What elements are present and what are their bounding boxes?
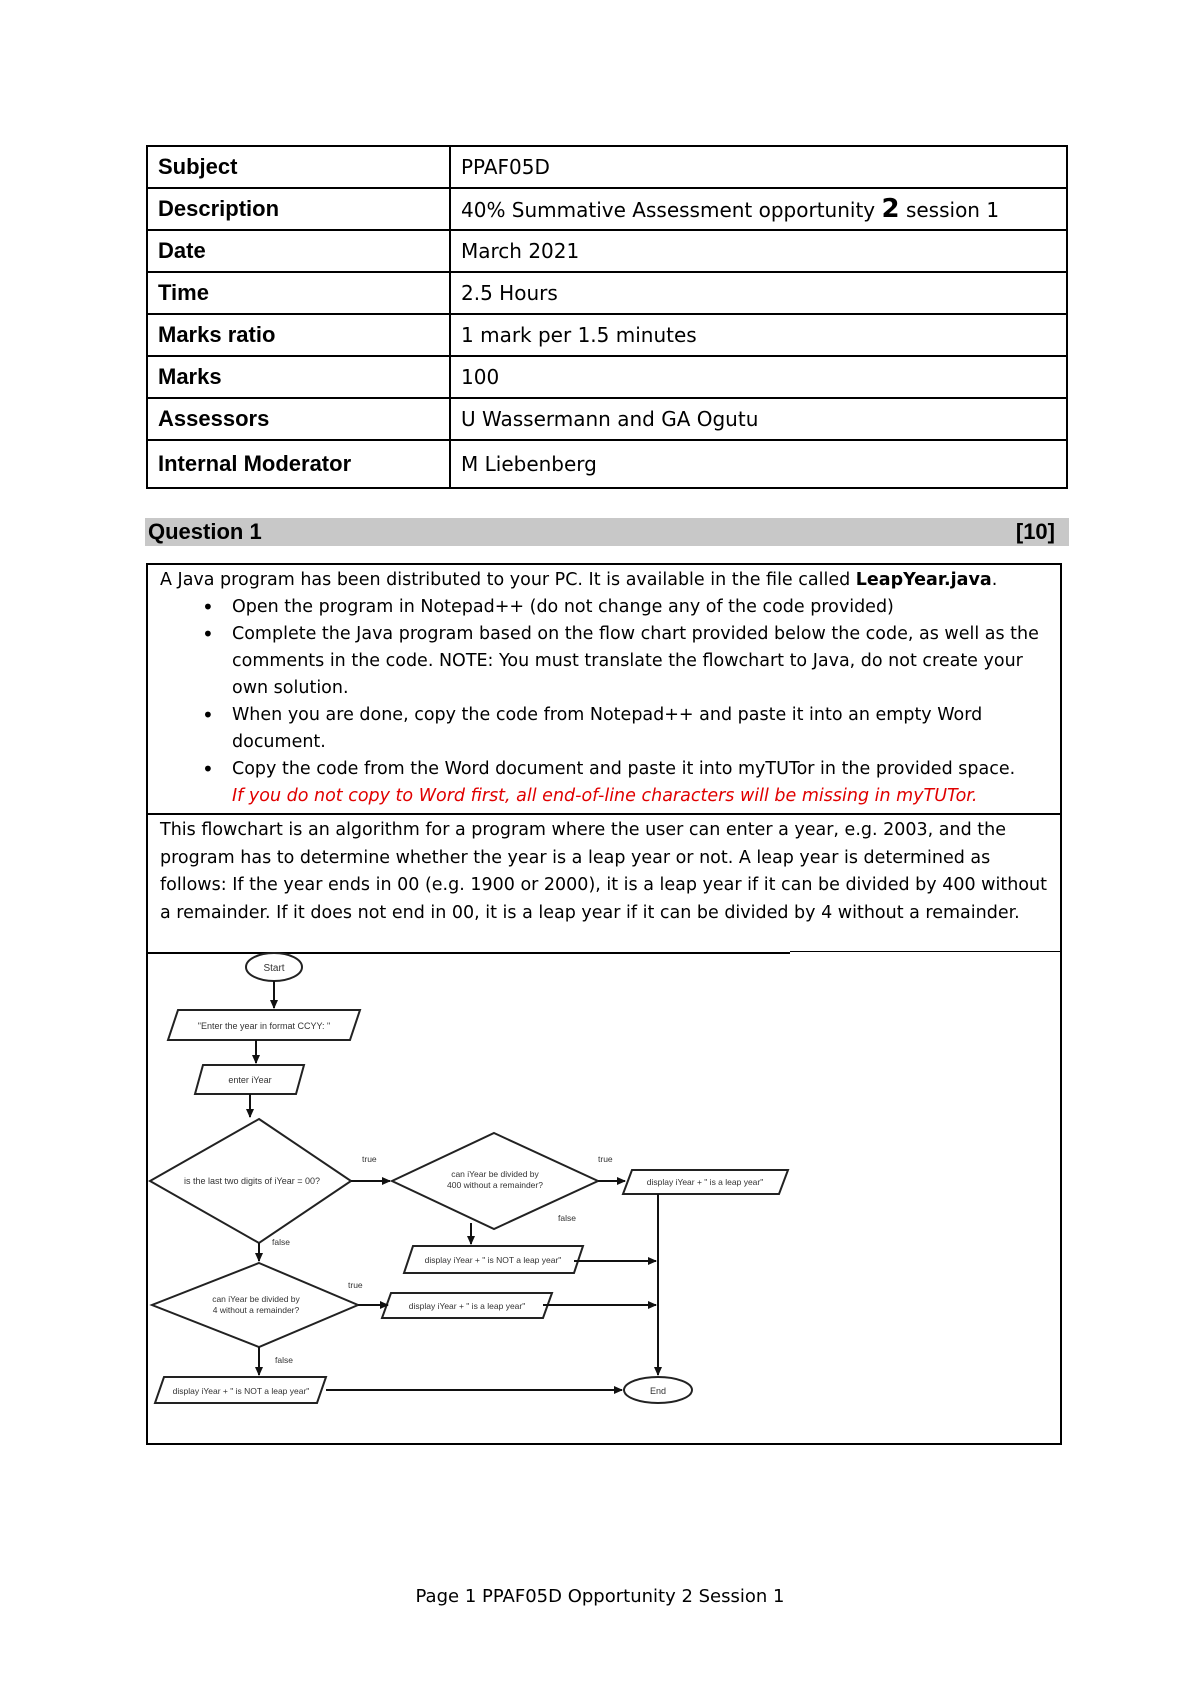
assessment-info-table <box>146 145 1068 489</box>
question-instructions <box>146 563 1062 815</box>
description-post: session 1 <box>899 198 1000 222</box>
info-label: Time <box>147 272 450 314</box>
warning-text: If you do not copy to Word first, all end-of-line characters will be missing in myTUTor. <box>232 786 978 806</box>
output-leap-b-label: display iYear + " is a leap year" <box>408 1301 526 1311</box>
prompt-label: "Enter the year in format CCYY: " <box>197 1021 331 1031</box>
info-value: March 2021 <box>450 230 1067 272</box>
instruction-list <box>160 594 1048 810</box>
true-label: true <box>598 1154 613 1164</box>
output-not-leap-a-label: display iYear + " is NOT a leap year" <box>424 1255 562 1265</box>
input-label: enter iYear <box>228 1075 272 1085</box>
list-item: • Open the program in Notepad++ (do not change any of the code provided) <box>160 594 1048 621</box>
decision2-label-line2: 400 without a remainder? <box>447 1180 543 1190</box>
description-pre: 40% Summative Assessment opportunity <box>461 198 882 222</box>
info-label: Marks <box>147 356 450 398</box>
output-not-leap-b-label: display iYear + " is NOT a leap year" <box>172 1386 310 1396</box>
decision3-label-line1: can iYear be divided by <box>212 1294 300 1304</box>
leap-year-flowchart <box>148 815 1060 1443</box>
question-intro <box>160 567 1048 594</box>
info-row-assessors <box>147 398 1067 440</box>
info-label: Assessors <box>147 398 450 440</box>
true-label: true <box>348 1280 363 1290</box>
list-item: • When you are done, copy the code from Notepad++ and paste it into an empty Word document. <box>160 702 1048 756</box>
info-row-marks <box>147 356 1067 398</box>
output-leap-a-label: display iYear + " is a leap year" <box>646 1177 764 1187</box>
info-value: 1 mark per 1.5 minutes <box>450 314 1067 356</box>
info-label: Marks ratio <box>147 314 450 356</box>
flowchart-description: This flowchart is an algorithm for a program where the user can enter a year, e.g. 2003, and the program has to determine whether the year is a leap year or not. A leap year is determined as follows: If the year ends in 00 (e.g. 1900 or 2000), it is a leap year if it can be divided by 400 without a remainder. If it does not end in 00, it is a leap year if it can be divided by 4 without a remainder. <box>160 820 1047 923</box>
question-heading-bar <box>145 518 1069 546</box>
info-value: 2.5 Hours <box>450 272 1067 314</box>
decision1-label: is the last two digits of iYear = 00? <box>184 1176 320 1186</box>
file-name: LeapYear.java <box>855 570 992 590</box>
info-label: Date <box>147 230 450 272</box>
question-title: Question 1 <box>148 519 262 544</box>
info-label: Subject <box>147 146 450 188</box>
false-label: false <box>272 1237 290 1247</box>
info-row-subject <box>147 146 1067 188</box>
decision2-label-line1: can iYear be divided by <box>451 1169 539 1179</box>
list-item <box>160 756 1048 810</box>
decision3-label-line2: 4 without a remainder? <box>212 1305 300 1315</box>
start-label: Start <box>263 963 285 974</box>
info-value: PPAF05D <box>450 146 1067 188</box>
page-footer: Page 1 PPAF05D Opportunity 2 Session 1 <box>415 1586 785 1607</box>
list-item-text: Copy the code from the Word document and paste it into myTUTor in the provided space. <box>232 759 1016 779</box>
info-value: 100 <box>450 356 1067 398</box>
info-row-description <box>147 188 1067 230</box>
info-row-marks-ratio <box>147 314 1067 356</box>
end-label: End <box>649 1386 667 1396</box>
info-label: Description <box>147 188 450 230</box>
question-marks: [10] <box>1015 519 1055 544</box>
intro-end: . <box>991 570 998 590</box>
true-label: true <box>362 1154 377 1164</box>
opportunity-number: 2 <box>881 194 900 224</box>
flowchart-section <box>146 813 1062 1445</box>
list-item: • Complete the Java program based on the flow chart provided below the code, as well as the comments in the code. NOTE: You must translate the flowchart to Java, do not create your own solution. <box>160 621 1048 702</box>
false-label: false <box>558 1213 576 1223</box>
intro-text: A Java program has been distributed to your PC. It is available in the file called <box>160 570 856 590</box>
info-value <box>450 188 1067 230</box>
info-value: M Liebenberg <box>450 440 1067 488</box>
info-row-date <box>147 230 1067 272</box>
info-label: Internal Moderator <box>147 440 450 488</box>
info-row-time <box>147 272 1067 314</box>
false-label: false <box>275 1355 293 1365</box>
info-row-moderator <box>147 440 1067 488</box>
info-value: U Wassermann and GA Ogutu <box>450 398 1067 440</box>
